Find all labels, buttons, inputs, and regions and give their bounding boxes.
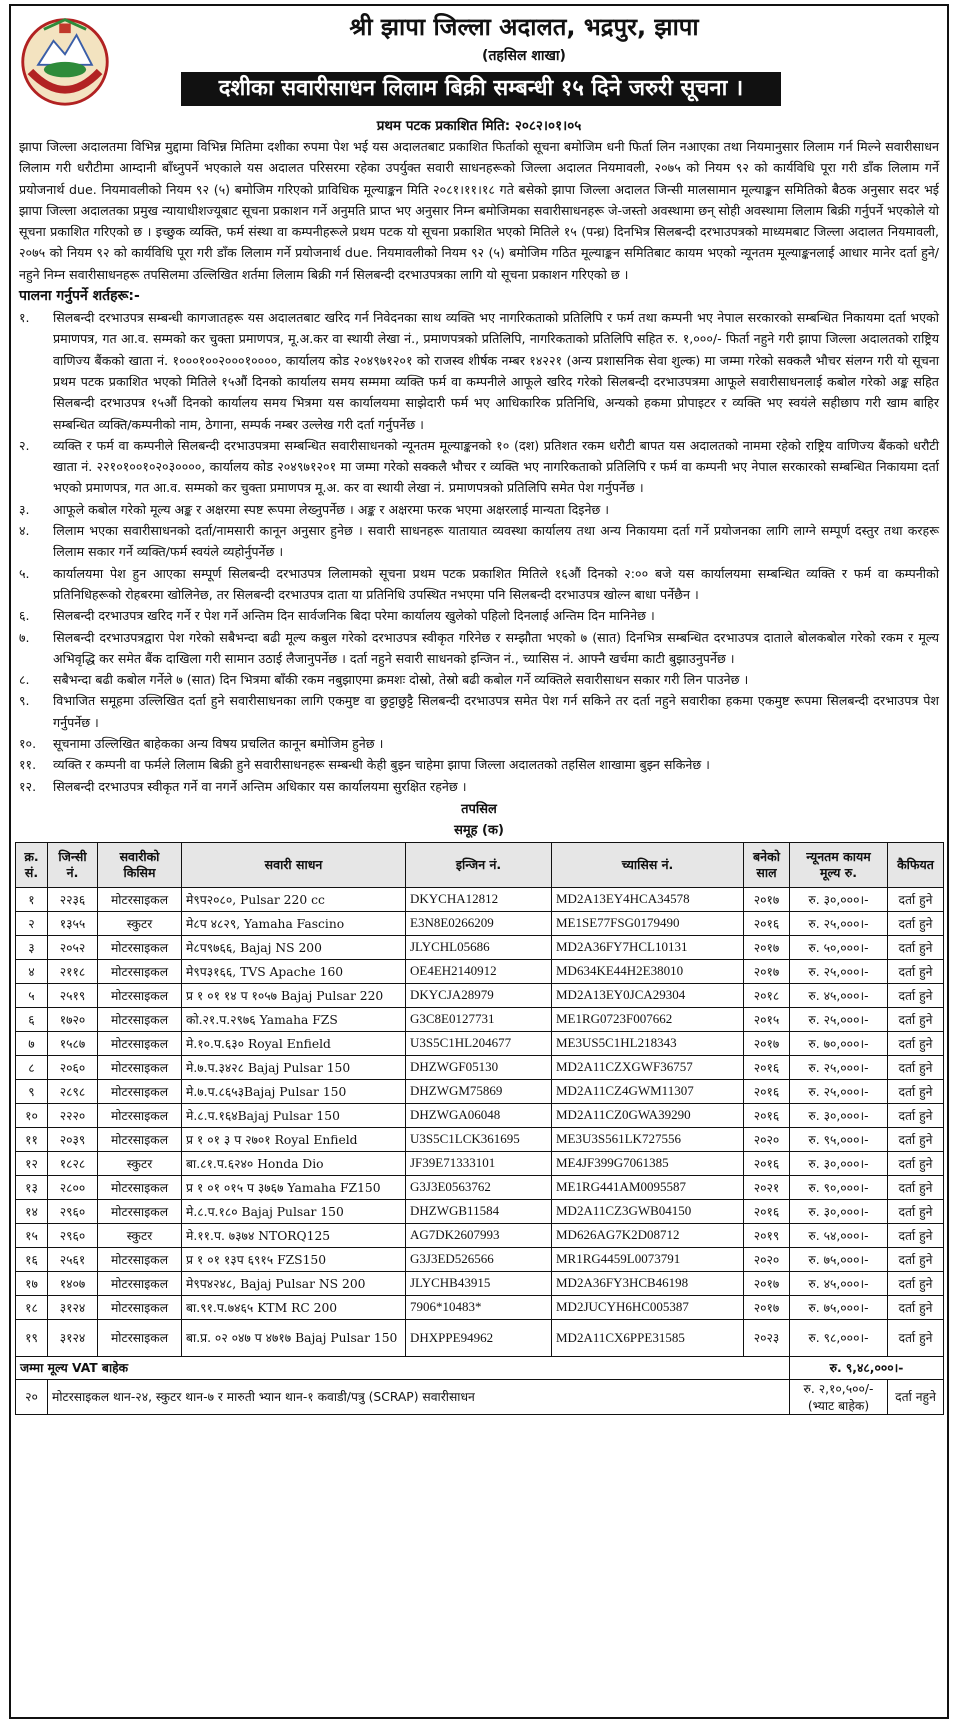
cell-vehicle-type: मोटरसाइकल xyxy=(98,1175,182,1199)
notice-page xyxy=(9,4,949,1719)
cell-chassis-no: MD2A11CZ3GWB04150 xyxy=(552,1199,744,1223)
cell-vehicle: प्र १ ०१ १४ प १०५७ Bajaj Pulsar 220 xyxy=(182,983,406,1007)
condition-number: ९. xyxy=(19,693,30,709)
condition-number: २. xyxy=(19,437,30,453)
scrap-remark: दर्ता नहुने xyxy=(888,1379,944,1414)
cell-vehicle: बा.९१.प.७४६५ KTM RC 200 xyxy=(182,1295,406,1319)
table-row xyxy=(16,983,944,1007)
cell-vehicle-type: मोटरसाइकल xyxy=(98,1031,182,1055)
column-header: जिन्सी नं. xyxy=(48,842,98,887)
cell-year: २०२१ xyxy=(744,1175,790,1199)
cell-vehicle-type: मोटरसाइकल xyxy=(98,1055,182,1079)
table-row xyxy=(16,1271,944,1295)
cell-inventory-no: ३१२४ xyxy=(48,1295,98,1319)
cell-min-price: रु. ३०,०००।- xyxy=(790,887,888,911)
total-label: जम्मा मूल्य VAT बाहेक xyxy=(16,1356,790,1379)
condition-text: कार्यालयमा पेश हुन आएका सम्पूर्ण सिलबन्दी दरभाउपत्र लिलामको सूचना प्रथम पटक प्रकाशित मितिले १६औं दिनको २:०० बजे यस कार्यालयमा सम्बन्धित व्यक्ति र फर्म वा कम्पनीको प्रतिनिधिहरूको रोहबरमा खोलिनेछ, तर सिलबन्दी दरभाउपत्र दाता या प्रतिनिधि उपस्थित नभएमा पनि सिलबन्दी दरभाउपत्र खोल्न बाधा पर्नेछैन । xyxy=(53,565,939,602)
cell-min-price: रु. ९५,०००।- xyxy=(790,1127,888,1151)
table-row xyxy=(16,887,944,911)
condition-text: सिलबन्दी दरभाउपत्र स्वीकृत गर्ने वा नगर्ने अन्तिम अधिकार यस कार्यालयमा सुरक्षित रहनेछ । xyxy=(53,778,467,794)
cell-min-price: रु. २५,०००।- xyxy=(790,959,888,983)
total-row xyxy=(16,1356,944,1379)
cell-chassis-no: MD2A11CZ0GWA39290 xyxy=(552,1103,744,1127)
condition-text: सिलबन्दी दरभाउपत्र सम्बन्धी कागजातहरू यस अदालतबाट खरिद गर्न निवेदनका साथ व्यक्ति भए नागरिकताको प्रतिलिपि र फर्म तथा कम्पनी भए नेपाल सरकारको सम्बन्धित निकायमा दर्ता भएको प्रमाणपत्र, गत आ.व. सम्मको कर चुक्ता प्रमाणपत्र, मू.अ.कर वा स्थायी लेखा नं., प्रमाणपत्रको प्रतिलिपि, नागरिकताको प्रतिलिपि सहित रु. १,०००/- फिर्ता नहुने गरी झापा जिल्ला अदालतको राष्ट्रिय वाणिज्य बैंकको खाता नं. १०००१००२०००१००००, कार्यालय कोड २०४९७१२०१ को राजस्व शीर्षक नम्बर १४२२१ (अन्य प्रशासनिक सेवा शुल्क) मा जम्मा गरेको सक्कलै भौचर संलग्न गरी यो सूचना प्रथम पटक प्रकाशित भएको मितिले १५औं दिनको कार्यालय समय सम्ममा व्यक्ति फर्म वा कम्पनीले आफूले खरिद गरेको सिलबन्दी दरभाउपत्रमा आफूले सवारीसाधनलाई कबोल गरेको अङ्क सहित सिलबन्दी दरभाउपत्र १५औं दिनको कार्यालय समय भित्रमा यस कार्यालयमा साझेदारी फर्म भए आधिकारिक प्रतिनिधि, अन्यको हकमा प्रोपाइटर र व्यक्ति भए स्वयंले सहीछाप गरी खाम बाहिर सम्बन्धित व्यक्ति/कम्पनीको नाम, ठेगाना, सम्पर्क नम्बर उल्लेख गरी दर्ता गर्नुपर्नेछ । xyxy=(53,310,939,432)
cell-engine-no: U3S5C1HL204677 xyxy=(406,1031,552,1055)
cell-vehicle-type: मोटरसाइकल xyxy=(98,1319,182,1356)
cell-inventory-no: २११८ xyxy=(48,959,98,983)
vehicle-table xyxy=(15,842,944,1415)
cell-inventory-no: २५६१ xyxy=(48,1247,98,1271)
condition-item xyxy=(19,733,939,754)
cell-vehicle: प्र १ ०१ ३ प २७०१ Royal Enfield xyxy=(182,1127,406,1151)
cell-chassis-no: MD2A36FY7HCL10131 xyxy=(552,935,744,959)
cell-vehicle: मे९प३१६६, TVS Apache 160 xyxy=(182,959,406,983)
cell-min-price: रु. ७५,०००।- xyxy=(790,1247,888,1271)
cell-inventory-no: ३१२४ xyxy=(48,1319,98,1356)
publication-date: प्रथम पटक प्रकाशित मिति: २०८२।०१।०५ xyxy=(376,118,582,134)
cell-inventory-no: १८२८ xyxy=(48,1151,98,1175)
cell-remark: दर्ता हुने xyxy=(888,1007,944,1031)
cell-inventory-no: २२३६ xyxy=(48,887,98,911)
cell-serial: १० xyxy=(16,1103,48,1127)
condition-number: ८. xyxy=(19,672,30,688)
cell-inventory-no: २२२० xyxy=(48,1103,98,1127)
table-row xyxy=(16,1127,944,1151)
cell-remark: दर्ता हुने xyxy=(888,1319,944,1356)
cell-year: २०१६ xyxy=(744,1103,790,1127)
column-header: न्यूनतम कायम मूल्य रु. xyxy=(790,842,888,887)
column-header: कैफियत xyxy=(888,842,944,887)
cell-engine-no: G3J3E0563762 xyxy=(406,1175,552,1199)
cell-serial: १७ xyxy=(16,1271,48,1295)
cell-remark: दर्ता हुने xyxy=(888,935,944,959)
cell-chassis-no: MD2A11CZ4GWM11307 xyxy=(552,1079,744,1103)
cell-remark: दर्ता हुने xyxy=(888,1079,944,1103)
cell-remark: दर्ता हुने xyxy=(888,1175,944,1199)
cell-chassis-no: MD2A13EY4HCA34578 xyxy=(552,887,744,911)
scrap-sn: २० xyxy=(16,1379,48,1414)
cell-vehicle: मे८प९७६६, Bajaj NS 200 xyxy=(182,935,406,959)
cell-serial: ८ xyxy=(16,1055,48,1079)
cell-vehicle-type: मोटरसाइकल xyxy=(98,959,182,983)
cell-min-price: रु. २५,०००।- xyxy=(790,911,888,935)
cell-remark: दर्ता हुने xyxy=(888,1199,944,1223)
cell-inventory-no: १४०७ xyxy=(48,1271,98,1295)
cell-vehicle-type: स्कुटर xyxy=(98,1223,182,1247)
cell-vehicle: मे.७.प.३४२८ Bajaj Pulsar 150 xyxy=(182,1055,406,1079)
cell-vehicle-type: मोटरसाइकल xyxy=(98,1127,182,1151)
cell-inventory-no: २८०० xyxy=(48,1175,98,1199)
column-header: क्र. सं. xyxy=(16,842,48,887)
cell-chassis-no: MD634KE44H2E38010 xyxy=(552,959,744,983)
table-row xyxy=(16,1247,944,1271)
cell-inventory-no: २९६० xyxy=(48,1199,98,1223)
cell-vehicle-type: मोटरसाइकल xyxy=(98,1295,182,1319)
cell-serial: १५ xyxy=(16,1223,48,1247)
cell-engine-no: E3N8E0266209 xyxy=(406,911,552,935)
cell-year: २०१९ xyxy=(744,1223,790,1247)
cell-year: २०२० xyxy=(744,1247,790,1271)
condition-text: सूचनामा उल्लिखित बाहेकका अन्य विषय प्रचलित कानून बमोजिम हुनेछ । xyxy=(53,736,384,752)
cell-chassis-no: ME3US5C1HL218343 xyxy=(552,1031,744,1055)
cell-engine-no: JLYCHB43915 xyxy=(406,1271,552,1295)
condition-text: व्यक्ति र कम्पनी वा फर्मले लिलाम बिक्री हुने सवारीसाधनहरू सम्बन्धी केही बुझ्न चाहेमा झापा जिल्ला अदालतको तहसिल शाखामा बुझ्न सकिनेछ । xyxy=(53,757,710,773)
cell-chassis-no: MR1RG4459L0073791 xyxy=(552,1247,744,1271)
cell-vehicle: मे८प ४८२९, Yamaha Fascino xyxy=(182,911,406,935)
cell-vehicle: मे.७.प.८६५३Bajaj Pulsar 150 xyxy=(182,1079,406,1103)
cell-min-price: रु. ९०,०००।- xyxy=(790,1175,888,1199)
table-row xyxy=(16,935,944,959)
table-row xyxy=(16,1319,944,1356)
conditions-list xyxy=(19,307,939,797)
condition-item xyxy=(19,669,939,690)
cell-chassis-no: MD2A13EY0JCA29304 xyxy=(552,983,744,1007)
cell-engine-no: U3S5C1LCK361695 xyxy=(406,1127,552,1151)
court-title: श्री झापा जिल्ला अदालत, भद्रपुर, झापा xyxy=(349,13,699,41)
cell-min-price: रु. २५,०००।- xyxy=(790,1007,888,1031)
table-row xyxy=(16,1031,944,1055)
cell-engine-no: JLYCHL05686 xyxy=(406,935,552,959)
condition-text: सबैभन्दा बढी कबोल गर्नेले ७ (सात) दिन भित्रमा बाँकी रकम नबुझाएमा क्रमशः दोस्रो, तेस्रो बढी कबोल गर्ने व्यक्तिले सवारीसाधन सकार गरी लिन पाउनेछ । xyxy=(53,672,749,688)
cell-engine-no: DKYCHA12812 xyxy=(406,887,552,911)
cell-year: २०१६ xyxy=(744,1199,790,1223)
cell-vehicle: बा.प्र. ०२ ०४७ प ४७१७ Bajaj Pulsar 150 xyxy=(182,1319,406,1356)
cell-engine-no: G3J3ED526566 xyxy=(406,1247,552,1271)
cell-serial: २ xyxy=(16,911,48,935)
cell-vehicle: मे.८.प.१६४Bajaj Pulsar 150 xyxy=(182,1103,406,1127)
cell-vehicle-type: मोटरसाइकल xyxy=(98,1271,182,1295)
cell-vehicle: मे.८.प.१८० Bajaj Pulsar 150 xyxy=(182,1199,406,1223)
cell-inventory-no: १५८७ xyxy=(48,1031,98,1055)
cell-min-price: रु. ५४,०००।- xyxy=(790,1223,888,1247)
cell-vehicle-type: मोटरसाइकल xyxy=(98,1247,182,1271)
cell-vehicle: मे९प२०८०, Pulsar 220 cc xyxy=(182,887,406,911)
cell-vehicle: मे.११.प. ७३७४ NTORQ125 xyxy=(182,1223,406,1247)
cell-serial: १३ xyxy=(16,1175,48,1199)
cell-vehicle: मे.१०.प.६३० Royal Enfield xyxy=(182,1031,406,1055)
condition-number: १०. xyxy=(19,736,37,752)
cell-year: २०१६ xyxy=(744,911,790,935)
cell-inventory-no: २०६० xyxy=(48,1055,98,1079)
cell-chassis-no: ME4JF399G7061385 xyxy=(552,1151,744,1175)
cell-serial: ५ xyxy=(16,983,48,1007)
cell-year: २०२० xyxy=(744,1127,790,1151)
cell-serial: ११ xyxy=(16,1127,48,1151)
condition-item xyxy=(19,307,939,435)
condition-number: ५. xyxy=(19,565,30,581)
cell-inventory-no: २९६० xyxy=(48,1223,98,1247)
condition-number: ४. xyxy=(19,523,30,539)
condition-item xyxy=(19,520,939,563)
cell-vehicle-type: मोटरसाइकल xyxy=(98,887,182,911)
cell-vehicle: बा.८१.प.६२४० Honda Dio xyxy=(182,1151,406,1175)
scrap-description: मोटरसाइकल थान-२४, स्कुटर थान-७ र मारुती भ्यान थान-१ कवाडी/पत्रु (SCRAP) सवारीसाधन xyxy=(48,1379,790,1414)
cell-engine-no: 7906*10483* xyxy=(406,1295,552,1319)
cell-min-price: रु. ९८,०००।- xyxy=(790,1319,888,1356)
cell-serial: ९ xyxy=(16,1079,48,1103)
cell-remark: दर्ता हुने xyxy=(888,911,944,935)
condition-item xyxy=(19,605,939,626)
cell-vehicle-type: मोटरसाइकल xyxy=(98,1103,182,1127)
annex-title: तपसिल xyxy=(461,801,497,817)
cell-min-price: रु. ३०,०००।- xyxy=(790,1103,888,1127)
condition-item xyxy=(19,499,939,520)
cell-remark: दर्ता हुने xyxy=(888,1127,944,1151)
cell-year: २०१६ xyxy=(744,1151,790,1175)
cell-remark: दर्ता हुने xyxy=(888,1295,944,1319)
column-header: च्यासिस नं. xyxy=(552,842,744,887)
column-header: सवारीको किसिम xyxy=(98,842,182,887)
table-row xyxy=(16,959,944,983)
cell-chassis-no: ME3U3S561LK727556 xyxy=(552,1127,744,1151)
cell-chassis-no: ME1SE77FSG0179490 xyxy=(552,911,744,935)
conditions-heading: पालना गर्नुपर्ने शर्तहरू:- xyxy=(19,288,140,305)
table-row xyxy=(16,1055,944,1079)
cell-engine-no: DHZWGF05130 xyxy=(406,1055,552,1079)
cell-min-price: रु. ३०,०००।- xyxy=(790,1151,888,1175)
cell-serial: १४ xyxy=(16,1199,48,1223)
cell-remark: दर्ता हुने xyxy=(888,983,944,1007)
cell-remark: दर्ता हुने xyxy=(888,959,944,983)
table-row xyxy=(16,1295,944,1319)
condition-text: आफूले कबोल गरेको मूल्य अङ्क र अक्षरमा स्पष्ट रूपमा लेख्नुपर्नेछ । अङ्क र अक्षरमा फरक भएमा अक्षरलाई मान्यता दिइनेछ । xyxy=(53,501,610,517)
condition-number: ११. xyxy=(19,757,37,773)
cell-chassis-no: ME1RG441AM0095587 xyxy=(552,1175,744,1199)
cell-engine-no: G3C8E0127731 xyxy=(406,1007,552,1031)
condition-text: लिलाम भएका सवारीसाधनको दर्ता/नामसारी कानून अनुसार हुनेछ । सवारी साधनहरू यातायात व्यवस्था कार्यालय तथा अन्य निकायमा दर्ता गर्ने प्रयोजनका लागि लाग्ने सम्पूर्ण दस्तुर तथा करहरू लिलाम सकार गर्ने व्यक्ति/फर्म स्वयंले व्यहोर्नुपर्नेछ । xyxy=(53,523,939,560)
cell-year: २०१७ xyxy=(744,1271,790,1295)
condition-number: १२. xyxy=(19,778,37,794)
cell-year: २०१७ xyxy=(744,959,790,983)
cell-vehicle: को.२१.प.२९७६ Yamaha FZS xyxy=(182,1007,406,1031)
cell-engine-no: DHZWGM75869 xyxy=(406,1079,552,1103)
cell-min-price: रु. २५,०००।- xyxy=(790,1055,888,1079)
scrap-row xyxy=(16,1379,944,1414)
condition-item xyxy=(19,754,939,775)
scrap-price xyxy=(790,1379,888,1414)
cell-min-price: रु. ४५,०००।- xyxy=(790,1271,888,1295)
cell-year: २०१६ xyxy=(744,1079,790,1103)
condition-text: सिलबन्दी दरभाउपत्रद्वारा पेश गरेको सबैभन्दा बढी मूल्य कबुल गरेको दरभाउपत्र स्वीकृत गरिनेछ र सम्झौता भएको ७ (सात) दिनभित्र सम्बन्धित दरभाउपत्र दाताले बोलकबोल गरेको रकम र मूल्य अभिवृद्धि कर समेत बैंक दाखिला गरी सामान उठाई लैजानुपर्नेछ । दर्ता नहुने सवारी साधनको इन्जिन नं., च्यासिस नं. आफ्नै खर्चमा काटी बुझाउनुपर्नेछ । xyxy=(53,629,939,666)
cell-min-price: रु. ३०,०००।- xyxy=(790,1199,888,1223)
cell-chassis-no: MD2A11CX6PPE31585 xyxy=(552,1319,744,1356)
cell-engine-no: OE4EH2140912 xyxy=(406,959,552,983)
condition-text: सिलबन्दी दरभाउपत्र खरिद गर्ने र पेश गर्ने अन्तिम दिन सार्वजनिक बिदा परेमा कार्यालय खुलेको पहिलो दिनलाई अन्तिम दिन मानिनेछ । xyxy=(53,608,655,624)
cell-remark: दर्ता हुने xyxy=(888,1151,944,1175)
cell-remark: दर्ता हुने xyxy=(888,887,944,911)
condition-item xyxy=(19,563,939,606)
cell-chassis-no: MD626AG7K2D08712 xyxy=(552,1223,744,1247)
cell-vehicle-type: मोटरसाइकल xyxy=(98,1079,182,1103)
cell-serial: १६ xyxy=(16,1247,48,1271)
column-header: सवारी साधन xyxy=(182,842,406,887)
table-header-row xyxy=(16,842,944,887)
cell-vehicle-type: मोटरसाइकल xyxy=(98,983,182,1007)
condition-number: ७. xyxy=(19,629,30,645)
cell-year: २०१७ xyxy=(744,1295,790,1319)
cell-vehicle-type: स्कुटर xyxy=(98,1151,182,1175)
scrap-price-note: (भ्याट बाहेक) xyxy=(807,1398,870,1413)
cell-remark: दर्ता हुने xyxy=(888,1103,944,1127)
cell-serial: ७ xyxy=(16,1031,48,1055)
condition-item xyxy=(19,627,939,670)
cell-serial: १ xyxy=(16,887,48,911)
cell-vehicle: प्र १ ०१ १३प ६९१५ FZS150 xyxy=(182,1247,406,1271)
cell-min-price: रु. ४५,०००।- xyxy=(790,983,888,1007)
cell-min-price: रु. ७५,०००।- xyxy=(790,1295,888,1319)
notice-title: दशीका सवारीसाधन लिलाम बिक्री सम्बन्धी १५ दिने जरुरी सूचना । xyxy=(181,72,781,106)
condition-number: ६. xyxy=(19,608,30,624)
cell-serial: १९ xyxy=(16,1319,48,1356)
table-row xyxy=(16,911,944,935)
cell-inventory-no: १३५५ xyxy=(48,911,98,935)
cell-engine-no: DKYCJA28979 xyxy=(406,983,552,1007)
condition-text: विभाजित समूहमा उल्लिखित दर्ता हुने सवारीसाधनका लागि एकमुष्ट वा छुट्टाछुट्टै सिलबन्दी दरभाउपत्र समेत पेश गर्न सकिने तर दर्ता नहुने सवारीका हकमा एकमुष्ट रूपमा सिलबन्दी दरभाउपत्र पेश गर्नुपर्नेछ । xyxy=(53,693,940,730)
cell-chassis-no: MD2A36FY3HCB46198 xyxy=(552,1271,744,1295)
cell-engine-no: DHZWGA06048 xyxy=(406,1103,552,1127)
vehicle-rows xyxy=(16,887,944,1356)
notice-header xyxy=(11,6,947,106)
cell-engine-no: AG7DK2607993 xyxy=(406,1223,552,1247)
column-header: इन्जिन नं. xyxy=(406,842,552,887)
table-row xyxy=(16,1199,944,1223)
column-header: बनेको साल xyxy=(744,842,790,887)
cell-chassis-no: ME1RG0723F007662 xyxy=(552,1007,744,1031)
intro-paragraph: झापा जिल्ला अदालतमा विभिन्न मुद्दामा विभिन्न मितिमा दशीका रुपमा पेश भई यस अदालतबाट प्रकाशित फिर्ताको सूचना बमोजिम धनी फिर्ता लिन नआएका तथा नियमानुसार लिलाम गर्न मिल्ने सवारीसाधन लिलाम गरी धरौटीमा आम्दानी बाँध्नुपर्ने भएकाले यस अदालत परिसरमा रहेका उपर्युक्त सवारी साधनहरूको जिल्ला अदालत नियमावली, २०७५ को नियम ९२ को कार्यविधि पूरा गरी डाँक लिलाम गर्ने प्रयोजनार्थ due. नियमावलीको नियम ९२ (५) बमोजिम गरिएको प्राविधिक मूल्याङ्कन मिति २०८१।११।१८ गते बसेको झापा जिल्ला अदालत जिन्सी मालसामान मूल्याङ्कन समितिको बैठक अनुसार सदर भई झापा जिल्ला अदालतका प्रमुख न्यायाधीशज्यूबाट सूचना प्रकाशन गर्ने अनुमति प्राप्त भए अनुसार निम्न बमोजिमका सवारीसाधनहरू जे-जस्तो अवस्थामा छन् सोही अवस्थामा लिलाम बिक्री गर्नुपर्ने भएकोले यो सूचना प्रकाशित गरिएको छ । इच्छुक व्यक्ति, फर्म संस्था वा कम्पनीहरूले प्रथम पटक यो सूचना प्रकाशित भएको मितिले १५ (पन्ध्र) दिनभित्र सिलबन्दी दरभाउपत्रको माध्यमबाट जिल्ला अदालत नियमावली, २०७५ को नियम ९२ को कार्यविधि पूरा गरी डाँक लिलाम गर्ने प्रयोजनार्थ due. नियमावलीको नियम ९२ (५) बमोजिम गठित मूल्याङ्कन समितिबाट कायम भएको न्यूनतम मूल्याङ्कनलाई आधार मानेर दर्ता हुने/नहुने निम्न सवारीसाधनहरू तपसिलमा उल्लिखित शर्तमा लिलाम बिक्री गर्न सिलबन्दी दरभाउपत्रका लागि यो सूचना प्रकाशन गरिएको छ । xyxy=(19,139,939,282)
cell-remark: दर्ता हुने xyxy=(888,1055,944,1079)
cell-year: २०१८ xyxy=(744,983,790,1007)
cell-year: २०१७ xyxy=(744,887,790,911)
cell-vehicle-type: मोटरसाइकल xyxy=(98,1007,182,1031)
table-row xyxy=(16,1079,944,1103)
cell-chassis-no: MD2A11CZXGWF36757 xyxy=(552,1055,744,1079)
condition-number: १. xyxy=(19,310,30,326)
cell-inventory-no: २५१९ xyxy=(48,983,98,1007)
condition-item xyxy=(19,776,939,797)
cell-year: २०२३ xyxy=(744,1319,790,1356)
condition-text: व्यक्ति र फर्म वा कम्पनीले सिलबन्दी दरभाउपत्रमा सम्बन्धित सवारीसाधनको न्यूनतम मूल्याङ्कनको १० (दश) प्रतिशत रकम धरौटी बापत यस अदालतको नाममा रहेको राष्ट्रिय वाणिज्य बैंकको धरौटी खाता नं. २२१०१००१०२०३००००, कार्यालय कोड २०४९७१२०१ मा जम्मा गरेको सक्कलै भौचर र व्यक्ति भए नागरिकताको प्रतिलिपि र फर्म वा कम्पनी भए नेपाल सरकारको सम्बन्धित निकायमा दर्ता भएको प्रमाणपत्र, गत आ.व. सम्मको कर चुक्ता प्रमाणपत्र मू.अ. कर वा स्थायी लेखा नं. प्रमाणपत्रको प्रतिलिपि समेत पेश गर्नुपर्नेछ । xyxy=(53,437,939,496)
cell-engine-no: DHZWGB11584 xyxy=(406,1199,552,1223)
cell-min-price: रु. २५,०००।- xyxy=(790,1079,888,1103)
cell-serial: ३ xyxy=(16,935,48,959)
cell-engine-no: JF39E71333101 xyxy=(406,1151,552,1175)
group-title: समूह (क) xyxy=(454,822,504,838)
total-value: रु. ९,४८,०००।- xyxy=(790,1356,944,1379)
cell-year: २०१७ xyxy=(744,935,790,959)
cell-engine-no: DHXPPE94962 xyxy=(406,1319,552,1356)
table-row xyxy=(16,1175,944,1199)
cell-year: २०१५ xyxy=(744,1007,790,1031)
table-row xyxy=(16,1103,944,1127)
cell-serial: ६ xyxy=(16,1007,48,1031)
cell-chassis-no: MD2JUCYH6HC005387 xyxy=(552,1295,744,1319)
cell-min-price: रु. ७०,०००।- xyxy=(790,1031,888,1055)
cell-remark: दर्ता हुने xyxy=(888,1223,944,1247)
condition-item xyxy=(19,435,939,499)
cell-year: २०१७ xyxy=(744,1031,790,1055)
cell-vehicle-type: स्कुटर xyxy=(98,911,182,935)
section-name: (तहसिल शाखा) xyxy=(482,48,566,64)
cell-remark: दर्ता हुने xyxy=(888,1031,944,1055)
condition-number: ३. xyxy=(19,501,30,517)
cell-serial: १८ xyxy=(16,1295,48,1319)
cell-inventory-no: २०५२ xyxy=(48,935,98,959)
cell-serial: १२ xyxy=(16,1151,48,1175)
table-row xyxy=(16,1223,944,1247)
cell-vehicle-type: मोटरसाइकल xyxy=(98,1199,182,1223)
cell-inventory-no: २८९८ xyxy=(48,1079,98,1103)
table-row xyxy=(16,1151,944,1175)
nepal-emblem-icon xyxy=(17,12,113,108)
scrap-price-amount: रु. २,१०,५००/- xyxy=(803,1381,874,1396)
cell-remark: दर्ता हुने xyxy=(888,1271,944,1295)
cell-remark: दर्ता हुने xyxy=(888,1247,944,1271)
cell-inventory-no: १७२० xyxy=(48,1007,98,1031)
table-row xyxy=(16,1007,944,1031)
condition-item xyxy=(19,690,939,733)
cell-vehicle-type: मोटरसाइकल xyxy=(98,935,182,959)
cell-min-price: रु. ५०,०००।- xyxy=(790,935,888,959)
cell-serial: ४ xyxy=(16,959,48,983)
cell-vehicle: मे९प४२४८, Bajaj Pulsar NS 200 xyxy=(182,1271,406,1295)
cell-inventory-no: २०३९ xyxy=(48,1127,98,1151)
cell-vehicle: प्र १ ०१ ०१५ प ३७६७ Yamaha FZ150 xyxy=(182,1175,406,1199)
cell-year: २०१६ xyxy=(744,1055,790,1079)
